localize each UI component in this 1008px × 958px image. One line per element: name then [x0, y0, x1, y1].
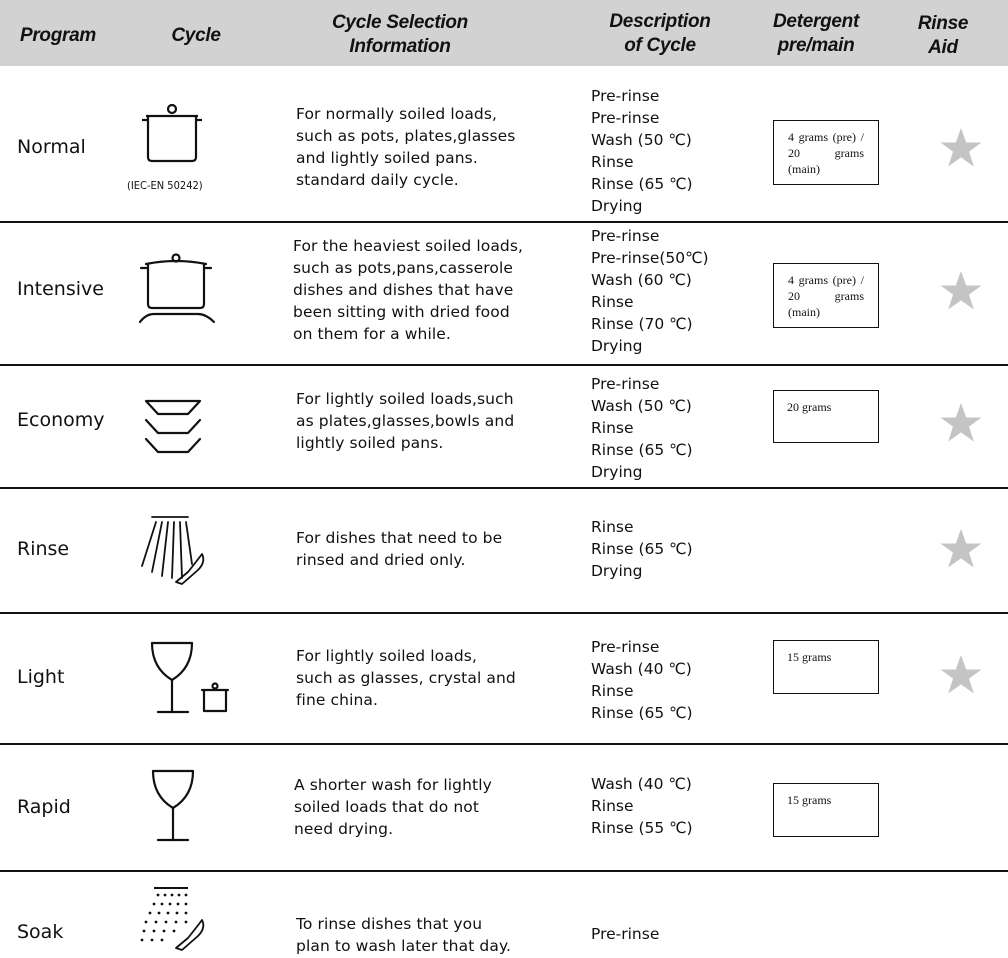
- header-detergent: [756, 10, 876, 58]
- rinse-aid-star-icon: [939, 528, 983, 570]
- stacked-bowls-icon: [142, 398, 204, 456]
- cycle-steps: [591, 773, 693, 839]
- detergent-amount: 4 grams (pre) / 20 grams (main): [773, 120, 879, 185]
- cycle-step: Rinse (65 ℃): [591, 540, 693, 558]
- pot-on-burner-icon: [138, 252, 220, 326]
- rinse-aid-star-icon: [939, 270, 983, 312]
- row-divider: [0, 743, 1008, 745]
- program-name: Light: [17, 666, 65, 688]
- header-rinse-line2: Aid: [928, 37, 958, 58]
- cycle-step: Drying: [591, 562, 643, 580]
- cycle-step: Rinse: [591, 293, 634, 311]
- header-cycle: Cycle: [171, 25, 221, 46]
- pot-icon: [140, 102, 206, 164]
- program-name: Intensive: [17, 278, 104, 300]
- detergent-amount: 4 grams (pre) / 20 grams (main): [773, 263, 879, 328]
- detergent-amount: 20 grams: [773, 390, 879, 443]
- cycle-step: Wash (50 ℃): [591, 131, 692, 149]
- cycle-step: Wash (50 ℃): [591, 397, 692, 415]
- row-divider: [0, 870, 1008, 872]
- cycle-step: Pre-rinse: [591, 375, 660, 393]
- cycle-steps: [591, 225, 709, 357]
- detergent-amount: 15 grams: [773, 640, 879, 694]
- header-info-line1: Cycle Selection: [332, 12, 468, 33]
- cycle-step: Rinse: [591, 419, 634, 437]
- header-desc-line1: Description: [609, 11, 711, 32]
- rinse-aid-star-icon: [939, 402, 983, 444]
- header-rinse-aid: [905, 12, 981, 60]
- row-divider: [0, 364, 1008, 366]
- cycle-info: For lightly soiled loads, such as glasses, crystal and fine china.: [296, 647, 516, 709]
- program-name: Normal: [17, 136, 86, 158]
- program-name: Economy: [17, 409, 105, 431]
- header-info-line2: Information: [349, 36, 451, 57]
- cycle-info: For normally soiled loads, such as pots, plates,glasses and lightly soiled pans. standard daily cycle.: [296, 105, 516, 189]
- header-det-line2: pre/main: [777, 35, 855, 56]
- rinse-aid-star-icon: [939, 127, 983, 169]
- cycle-step: Drying: [591, 463, 643, 481]
- cycle-step: Pre-rinse: [591, 227, 660, 245]
- cycle-step: Rinse (65 ℃): [591, 704, 693, 722]
- cycle-steps: [591, 373, 693, 483]
- rinse-aid-star-icon: [939, 654, 983, 696]
- cycle-step: Drying: [591, 337, 643, 355]
- cycle-steps: [591, 516, 693, 582]
- cycle-info: To rinse dishes that you plan to wash later that day.: [296, 915, 512, 955]
- cycle-step: Rinse: [591, 682, 634, 700]
- table-header: [0, 0, 1008, 66]
- cycle-step: Wash (40 ℃): [591, 660, 692, 678]
- row-divider: [0, 221, 1008, 223]
- cycle-step: Pre-rinse: [591, 925, 660, 943]
- cycle-step: Pre-rinse: [591, 109, 660, 127]
- cycle-step: Pre-rinse(50℃): [591, 249, 709, 267]
- program-name: Soak: [17, 921, 64, 943]
- cycle-step: Rinse: [591, 153, 634, 171]
- header-det-line1: Detergent: [773, 11, 859, 32]
- header-description: [590, 10, 730, 58]
- row-divider: [0, 487, 1008, 489]
- cycle-step: Pre-rinse: [591, 638, 660, 656]
- spray-icon: [138, 514, 210, 586]
- detergent-amount: 15 grams: [773, 783, 879, 837]
- cycle-steps: [591, 923, 659, 945]
- cycle-step: Rinse (55 ℃): [591, 819, 693, 837]
- cycle-steps: [591, 85, 693, 217]
- cycle-step: Wash (60 ℃): [591, 271, 692, 289]
- cycle-step: Rinse (70 ℃): [591, 315, 693, 333]
- row-divider: [0, 612, 1008, 614]
- cycle-steps: [591, 636, 693, 724]
- dotted-spray-icon: [138, 886, 210, 952]
- cycle-info: For lightly soiled loads,such as plates,glasses,bowls and lightly soiled pans.: [296, 390, 515, 452]
- wine-glass-icon: [150, 768, 198, 844]
- header-rinse-line1: Rinse: [917, 13, 969, 34]
- cycle-step: Wash (40 ℃): [591, 775, 692, 793]
- cycle-step: Rinse: [591, 518, 634, 536]
- header-cycle-selection-info: [300, 11, 500, 59]
- cycle-step: Rinse: [591, 797, 634, 815]
- cycle-info: A shorter wash for lightly soiled loads that do not need drying.: [294, 776, 492, 838]
- iec-standard-note: (IEC-EN 50242): [127, 179, 203, 192]
- cycle-step: Rinse (65 ℃): [591, 175, 693, 193]
- cycle-info: For dishes that need to be rinsed and dried only.: [296, 529, 503, 569]
- glass-and-pot-icon: [148, 640, 234, 716]
- cycle-step: Rinse (65 ℃): [591, 441, 693, 459]
- header-desc-line2: of Cycle: [624, 35, 696, 56]
- cycle-step: Drying: [591, 197, 643, 215]
- cycle-step: Pre-rinse: [591, 87, 660, 105]
- program-name: Rinse: [17, 538, 70, 560]
- cycle-info: For the heaviest soiled loads, such as pots,pans,casserole dishes and dishes that have been sitting with dried food on them for a while.: [293, 237, 524, 343]
- header-program: Program: [19, 25, 97, 46]
- program-name: Rapid: [17, 796, 71, 818]
